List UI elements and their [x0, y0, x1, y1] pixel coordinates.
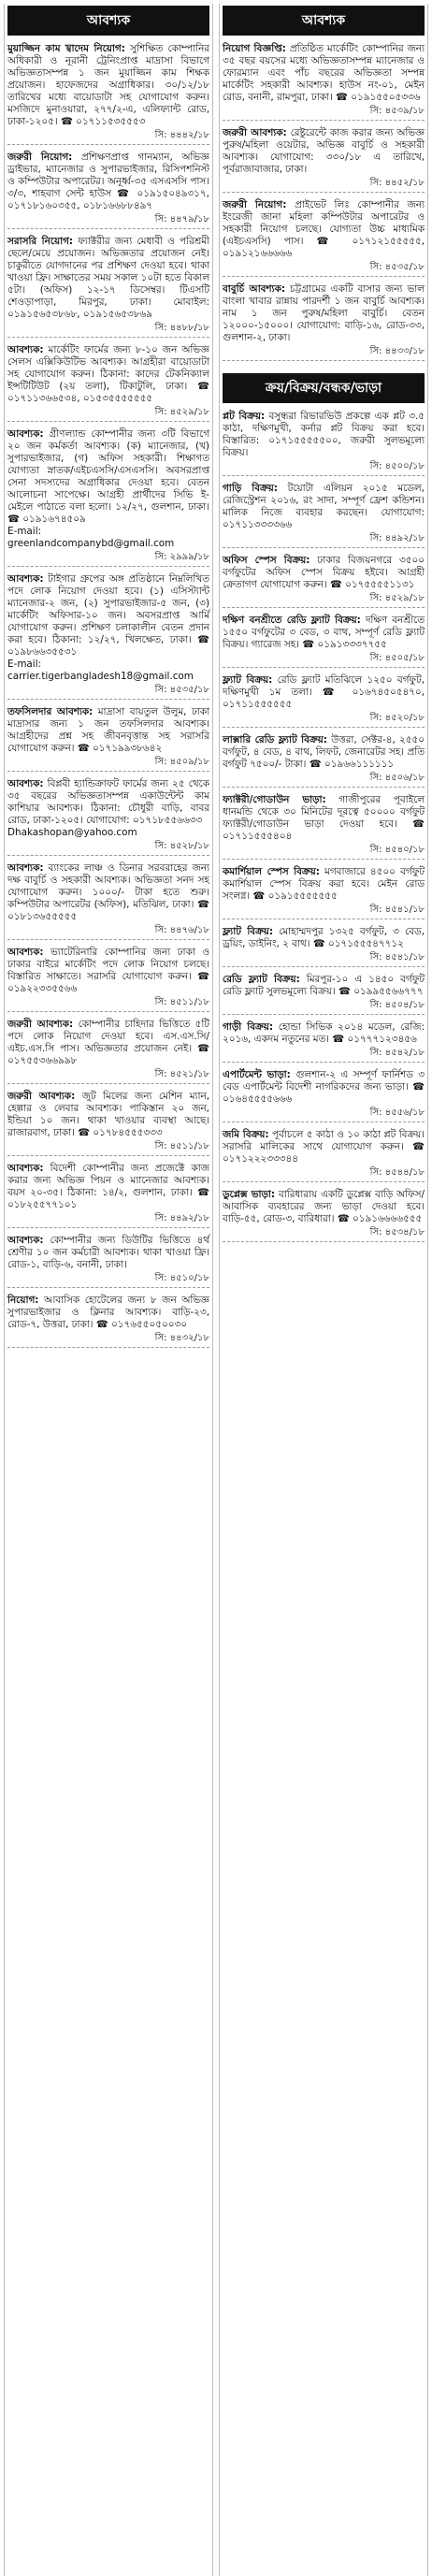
ad-code: সি: ৪৫০৯/১৮	[7, 757, 209, 772]
ad-keyword: আবশ্যক:	[7, 1163, 44, 1174]
ad-keyword: নিয়োগ:	[7, 1295, 39, 1306]
ad-email: E-mail: greenlandcompanybd@gmail.com	[7, 526, 175, 549]
right-ads-property-list	[223, 407, 425, 1245]
ad-keyword: তফসিলদার আবশ্যক:	[7, 706, 94, 717]
ad-code: সি: ৪৪৪২/১৮	[7, 130, 209, 145]
ad-body: বসুন্ধরা রিভারভিউ প্রকল্পে এক প্লট ৩.৫ কাঠা, দক্ষিণমুখী, কর্নার প্লট বিক্রয় করা হবে। বিস্তারিত: ০১৭১৫৫৫৫৫০০, জরুরী সুলভমূল্যে বিক্রয়।	[223, 411, 425, 458]
ad-code: সি: ৪৪৫২/১৮	[223, 178, 425, 193]
ad-keyword: জরুরী আবশ্যক:	[7, 1019, 74, 1030]
section-header-wanted-right: আবশ্যক	[223, 6, 425, 36]
classified-ad	[7, 425, 209, 570]
classified-ad	[223, 862, 425, 922]
ad-code: সি: ৪৫১১/১৮	[7, 1141, 209, 1156]
ad-email: E-mail: carrier.tigerbangladesh18@gmail.com	[7, 658, 194, 682]
ad-keyword: আবশ্যক:	[7, 428, 44, 440]
ad-code: সি: ৪৫০০/১৮	[223, 461, 425, 476]
classified-ad	[223, 479, 425, 551]
section-gap	[223, 364, 425, 371]
ad-body: ফ্যাক্টরীর জন্য মেধাবী ও পরিশ্রমী ছেলে/মেয়ে প্রয়োজন। অভিজ্ঞতার প্রয়োজন নেই। চাকুরীতে যোগদানের পর প্রশিক্ষণ দেওয়া হবে। থাকা খাওয়া ফ্রি। সাক্ষাতের সময় সকাল ১০টা হতে বিকাল ৫টা। (অফিস) ১২-১৭ ডিসেম্বর। টিএসটি শেওড়াপাড়া, মিরপুর, ঢাকা। মোবাইল: ০১৯১৫৬৫৩৮৬৮, ০১৯১৫৬৫৩৮৬৯	[7, 236, 209, 320]
classified-ad	[7, 39, 209, 148]
ad-code: সি: ৪৫৪১/১৮	[223, 904, 425, 919]
ad-code: সি: ৪৫৪৪/১৮	[223, 1167, 425, 1182]
ad-keyword: ফ্যাক্টরী/গোডাউন ভাড়া:	[223, 794, 326, 805]
ad-body: টাইগার গ্রুপের অঙ্গ প্রতিষ্ঠানে নিম্নলিখিত পদে লোক নিয়োগ দেওয়া হবে। (১) এসিস্ট্যান্ট ম্যানেজার-২ জন, (২) সুপারভাইজার-৫ জন, (৩) মার্কেটিং অফিসার-১০ জন। অবসরপ্রাপ্ত আর্মি যোগাযোগ করুন। প্রশিক্ষণ চলাকালীন বেতন প্রদান করা হবে। ঠিকানা: ১২/২৭, খিলক্ষেত, ঢাকা। ☎ ০১৯৮৬৬৩৫৫৩১	[7, 573, 209, 658]
ad-body: রেডি ফ্ল্যাট মতিঝিলে ১২৫০ বর্গফুট, দক্ষিণমুখী ১ম তলা। ☎ ০১৬৭৪৫০৫৪৭০, ০১৭১১৫৫৫৫৫৫	[223, 674, 425, 710]
classified-ad	[7, 1231, 209, 1291]
ad-code: সি: ৪৫৪১/১৮	[223, 952, 425, 967]
ad-body: বারিধারায় একটি ডুপ্লেক্স বাড়ি অফিস/আবাসিক ব্যবহারের জন্য ভাড়া দেওয়া হবে। বাড়ি-৫৫, রোড-৩, বারিধারা। ☎ ০১৯১৬৬৬৬৫৫৫	[223, 1189, 425, 1224]
ad-body: গাজীপুরের পূবাইলে ধানমন্ডি থেকে ৩০ মিনিটের দূরত্বে ৫০০০০ বর্গফুট ফ্যাক্টরী/গোডাউন ভাড়া দেওয়া হবে। ☎ ০১৭১১৫৫৫৪০৪	[223, 794, 425, 842]
section-header-buy-sell-rent: ক্রয়/বিক্রয়/বন্ধক/ভাড়া	[223, 373, 425, 403]
ad-body: জুট মিলের জন্য মেশিন ম্যান, হেল্পার ও লেবার আবশ্যক। পাকিস্তান ২০ জন, ইন্ডিয়া ১০ জন। থাকা খাওয়ার ব্যবস্থা আছে। রাজারবাগ, ঢাকা। ☎ ০১৭৮৪৫৫৫৩৩৩	[7, 1091, 209, 1138]
ad-body: প্রাইভেট লিঃ কোম্পানীর জন্য ইংরেজী জানা মহিলা কম্পিউটার অপারেটর ও সহকারী নিয়োগ চলছে। যোগ্যতা উচ্চ মাধ্যমিক (এইচএসসি) পাস। ☎ ০১৭১২১৫৫৫৫৫, ০১৯১২১৬৬৬৬৬	[223, 199, 425, 259]
ad-body: দক্ষিণ বনশ্রীতে ১৫৫০ বর্গফুটের ৩ বেড, ৩ বাথ, সম্পূর্ণ রেডি ফ্ল্যাট বিক্রয়। গ্যারেজ সহ। ☎ ০১৯১৩৩৩৭৭৫৫	[223, 615, 425, 650]
ad-keyword: আবশ্যক:	[7, 947, 44, 958]
classified-ad	[7, 1291, 209, 1351]
classified-ad	[7, 859, 209, 943]
ad-body: হোন্ডা সিভিক ২০১৪ মডেল, রেজি: ২০১৬, একদম নতুনের মত। ☎ ০১৭৭৭১২৩৪৫৬	[223, 1021, 425, 1045]
classified-ad	[7, 1015, 209, 1087]
ad-keyword: নিয়োগ বিজ্ঞপ্তি:	[223, 43, 286, 54]
right-column	[219, 4, 428, 2576]
ad-keyword: প্লট বিক্রয়:	[223, 411, 266, 422]
right-ads-wanted-list	[223, 39, 425, 364]
classified-ad	[223, 922, 425, 970]
classified-ad	[7, 774, 209, 859]
classified-ad	[223, 1125, 425, 1185]
ad-code: সি: ৪৪৯২/১৮	[7, 1213, 209, 1228]
ad-body: গুলশান-২ এ সম্পূর্ণ ফার্নিশড ৩ বেড এপার্টমেন্ট বিদেশী নাগরিকদের জন্য ভাড়া। ☎ ০১৬৪৫৫৫৫৬৬৬	[223, 1069, 425, 1105]
ad-code: সি: ৪৪৩৩/১৮	[223, 346, 425, 361]
ad-body: ঢাকার বিজয়নগরে ৩৫০০ বর্গফুটের অফিস স্পেস বিক্রয় হইবে। আগ্রহী ক্রেতাগণ যোগাযোগ করুন। ☎ ০১৭৫৫৫৫১১৩১	[223, 555, 425, 590]
ad-keyword: আবশ্যক:	[7, 573, 44, 585]
classified-ad	[223, 1018, 425, 1065]
ad-code: সি: ৪৫২১/১৮	[7, 1069, 209, 1084]
classified-ad	[7, 702, 209, 774]
ad-code: সি: ৪৫৪০/১৮	[223, 845, 425, 860]
ad-code: সি: ৪৫৫৬/১৮	[223, 1107, 425, 1122]
left-ads-list	[7, 39, 209, 1351]
ad-code: সি: ৪৫২৯/১৮	[7, 407, 209, 422]
classified-ad	[223, 123, 425, 195]
ad-code: সি: ৪৫৩৫/১৮	[7, 685, 209, 700]
ad-body: সুশিক্ষিত কোম্পানির অধিকারী ও নূরানী ট্রেনিংপ্রাপ্ত মাদ্রাসা বিভাগে অভিজ্ঞতাসম্পন্ন ১ জন মুয়াজ্জিন কাম শিক্ষক প্রয়োজন। হাফেজদের অগ্রাধিকার। ৩০/১২/১৮ তারিখের মধ্যে বায়োডাটা সহ যোগাযোগ করুন। মসজিদে মুনাওয়ারা, ২৭৭/২-এ, এলিফ্যান্ট রোড, ঢাকা-১২০৫। ☎ ০১৭১১৫৩৫৫৫৩	[7, 43, 209, 127]
ad-body: প্রতিষ্ঠিত মার্কেটিং কোম্পানির জন্য ৩৫ বছর বয়সের মধ্যে অভিজ্ঞতাসম্পন্ন ম্যানেজার ও ফোরম্যান এবং পাঁচ বছরের অভিজ্ঞতা সম্পন্ন মার্কেটিং সহকারী আবশ্যক। হাউস নং-০১, মেইন রোড, বনানী, রামপুরা, ঢাকা। ☎ ০১৯১৫৫০৫৩৩৬	[223, 43, 425, 103]
ad-code: সি: ৪৪৯২/১৮	[223, 533, 425, 548]
ad-code: সি: ৪৫২৮/১৮	[7, 841, 209, 856]
ad-body: চট্টগ্রামের একটি বাসার জন্য ভাল বাংলা খাবার রান্নায় পারদর্শী ১ জন বাবুর্চি আবশ্যক। নাম ১ জন পুরুষ/মহিলা বাবুর্চি। বেতন ১২০০০-১৫০০০। যোগাযোগ: বাড়ি-১৬, রোড-৩৩, গুলশান-২, ঢাকা।	[223, 283, 425, 343]
classified-ad	[223, 280, 425, 364]
ad-code: সি: ৪৫৩৪/১৮	[223, 1227, 425, 1242]
ad-keyword: লাক্সারি রেডি ফ্ল্যাট বিক্রয়:	[223, 734, 327, 745]
ad-body: রেষ্টুরেন্টে কাজ করার জন্য অভিজ্ঞ পুরুষ/মহিলা ওয়েটার, অভিজ্ঞ বাবুর্চি ও সহকারী আবশ্যক। যোগাযোগ: ৩৩০/১৮ এ তারিখে, পূর্বরাজাবাজার, ঢাকা।	[223, 127, 425, 175]
ad-body: আবাসিক হোটেলের জন্য ৮ জন অভিজ্ঞ সুপারভাইজার ও ক্লিনার আবশ্যক। বাড়ি-২৩, রোড-৭, উত্তরা, ঢাকা। ☎ ০১৭৬৫৫০৫০০৩০	[7, 1295, 210, 1330]
ad-code: সি: ৪৪৭৯/১৮	[7, 214, 209, 229]
classified-ad	[223, 407, 425, 479]
ad-code: সি: ৪৫৪২/১৮	[223, 1048, 425, 1063]
ad-keyword: গাড়ী বিক্রয়:	[223, 1021, 274, 1033]
classified-ad	[223, 195, 425, 280]
ad-body: মোহাম্মদপুর ১৩২৫ বর্গফুট, ৩ বেড, ড্রয়িং, ডাইনিং, ২ বাথ। ☎ ০১৭১৫৫৫৪৭৭১২	[223, 926, 425, 949]
ad-body: বিপ্লবী হ্যান্ডিক্রাফট ফার্মের জন্য ২৫ থেকে ৩৫ বছরের অভিজ্ঞতাসম্পন্ন একাউন্টেন্ট কাম কাশিয়ার আবশ্যক। ঠিকানা: চৌধুরী বাড়ি, বাবর রোড, ঢাকা-১২০৫। যোগাযোগ: ০১৭১৮৫৫৬৬৩৩	[7, 778, 209, 826]
ad-code: সি: ৪৪৮৮/১৮	[7, 323, 209, 338]
ad-body: পূর্বাচলে ৫ কাঠা ও ১০ কাঠা প্লট বিক্রয়। সরাসরি মালিকের সাথে যোগাযোগ করুন। ☎ ০১৭১২২২৩৩৩৪৪	[223, 1129, 425, 1165]
ad-code: সি: ৪৫১১/১৮	[7, 997, 209, 1012]
ad-code: সি: ৪৫১০/১৮	[7, 1273, 209, 1288]
ad-keyword: দক্ষিণ বনশ্রীতে রেডি ফ্ল্যাট বিক্রয়:	[223, 615, 361, 626]
classified-ad	[7, 340, 209, 425]
ad-code: সি: ৪৫৩৫/১৮	[223, 262, 425, 277]
ad-body: উত্তরা, সেক্টর-৪, ২৫৫০ বর্গফুট, ৪ বেড, ৪ বাথ, লিফট, জেনারেটর সহ। প্রতি বর্গফুট ৭৫০০/- টাকা। ☎ ০১৯৬৬১১১১১১	[223, 734, 425, 770]
classified-ad	[7, 943, 209, 1015]
ad-keyword: আবশ্যক:	[7, 778, 44, 789]
ad-email: Dhakashopan@yahoo.com	[7, 827, 137, 838]
ad-keyword: রেডি ফ্ল্যাট বিক্রয়:	[223, 974, 300, 985]
ad-body: বিদেশী কোম্পানীর জন্য প্রজেক্টে কাজ করার জন্য অভিজ্ঞ পিয়ন ও ম্যানেজার আবশ্যক। বয়স ২০-৩৫। ঠিকানা: ১৪/২, গুলশান, ঢাকা। ☎ ০১৮২৫৫৭৭১০১	[7, 1163, 209, 1210]
ad-keyword: বাবুর্চি আবশ্যক:	[223, 283, 285, 295]
ad-code: সি: ৪৫২০/১৮	[223, 713, 425, 728]
classified-ad	[223, 970, 425, 1018]
ad-body: প্রশিক্ষণপ্রাপ্ত গানম্যান, অভিজ্ঞ ড্রাইভার, ম্যানেজার ও সুপারভাইজার, রিসিপশনিস্ট ও কম্পিউটার অপারেটর। অনূর্ধ্ব-৩৫ এসএসসি পাস। ৩/৩, শাহবাগ সেন্ট হাউস ☎ ০১৯১৫০৪৯৩১৭, ০১৭১৮১৬০৩৫৫, ০১৮১৬৬৮৮৪৯৭	[7, 152, 209, 211]
ad-code: সি: ২৯৯৯/১৮	[7, 552, 209, 567]
classified-ad	[7, 232, 209, 340]
classified-ad	[7, 1159, 209, 1231]
ad-body: মিরপুর-১০ এ ১৪৫০ বর্গফুট রেডি ফ্ল্যাট সুলভমূল্যে বিক্রয়। ☎ ০১৯৯৫৫৬৬৭৭৭	[223, 974, 425, 997]
ad-body: কোম্পানীর চাহিদার ভিত্তিতে ৫টি পদে লোক নিয়োগ দেওয়া হবে। এস.এস.সি/এইচ.এস.সি পাস। অভিজ্ঞতার প্রয়োজন নেই। ☎ ০১৭৫৫৩৬৬৯৯৮	[7, 1019, 209, 1066]
ad-keyword: জরুরী আবশ্যক:	[7, 1091, 76, 1102]
ad-keyword: ফ্ল্যাট বিক্রয়:	[223, 674, 273, 686]
ad-keyword: সরাসরি নিয়োগ:	[7, 236, 74, 247]
ad-keyword: ডুপ্লেক্স ভাড়া:	[223, 1189, 276, 1200]
classified-ad	[7, 1087, 209, 1159]
ad-keyword: ফ্ল্যাট বিক্রয়:	[223, 926, 274, 937]
ad-code: সি: ৪৫০৫/১৮	[223, 653, 425, 668]
ad-keyword: এপার্টমেন্ট ভাড়া:	[223, 1069, 291, 1080]
ad-keyword: আবশ্যক:	[7, 1235, 44, 1246]
classified-ad	[223, 611, 425, 671]
classified-ad	[223, 1185, 425, 1245]
ad-body: গ্রীণল্যান্ড কোম্পানীর জন্য ৩টি বিভাগে ২০ জন কর্মকর্তা আবশ্যক। (ক) ম্যানেজার, (খ) সুপারভাইজার, (গ) অফিস সহকারী। শিক্ষাগত যোগ্যতা স্নাতক/এইচএসসি/এসএসসি। অবসরপ্রাপ্ত সেনা সদস্যদের অগ্রাধিকার দেওয়া হবে। বেতন আলোচনা সাপেক্ষে। আগ্রহী প্রার্থীদের সিভি ই-মেইলে পাঠাতে বলা হলো। ১২/২৭, গুলশান, ঢাকা। ☎ ০১৯১৬৭৪৫০৯	[7, 428, 210, 525]
classified-ad	[223, 671, 425, 731]
ad-keyword: জরুরী আবশ্যক:	[223, 127, 287, 138]
ad-body: মাদ্রাসা বায়তুল উলুম, ঢাকা মাদ্রাসার জন্য ১ জন তফসিলদার আবশ্যক। আগ্রহীদের প্রশ্ন সহ জীবনবৃত্তান্ত সহ সরাসরি যোগাযোগ করুন। ☎ ০১৭১৯৯৩৮৬৪২	[7, 706, 209, 754]
ad-keyword: আবশ্যক:	[7, 344, 44, 355]
ad-body: মার্কেটিং ফার্মের জন্য ৮-১০ জন অভিজ্ঞ সেলস এক্সিকিউটিভ আবশ্যক। আগ্রহীরা বায়োডাটা সহ যোগাযোগ করুন। ঠিকানা: কাদের টেকনিক্যাল ইন্সটিটিউট (২য় তলা), টিকাটুলি, ঢাকা। ☎ ০১৭১১৩৬৬৫৩৪, ০১৫৩৫৫৫৫৫৫৫	[7, 344, 209, 404]
classified-ad	[223, 1065, 425, 1125]
ad-code: সি: ৪৪৩২/১৮	[7, 1333, 209, 1348]
classified-ad	[223, 731, 425, 790]
ad-code: সি: ৪৫০৬/১৮	[223, 773, 425, 788]
ad-keyword: জরুরী নিয়োগ:	[223, 199, 287, 210]
classified-ad	[7, 148, 209, 232]
ad-body: মগবাজারে ৪৫০০ বর্গফুট কমার্শিয়াল স্পেস বিক্রয় করা হবে। মেইন রোড সংলগ্ন। ☎ ০১৯১৫৫৫৫৫৫৫	[223, 866, 425, 902]
ad-body: কোম্পানীর জন্য ডিউটির ভিত্তিতে ৪র্থ শ্রেণীর ১০ জন কর্মচারী আবশ্যক। থাকা খাওয়া ফ্রি। রোড-১, বাড়ি-৬, বনানী, ঢাকা।	[7, 1235, 209, 1270]
ad-keyword: কমার্শিয়াল স্পেস বিক্রয়:	[223, 866, 320, 877]
ad-code: সি: ৪৪৭৬/১৮	[7, 925, 209, 940]
ad-keyword: মুয়াজ্জিন কাম খ্বাদেম নিয়োগ:	[7, 43, 125, 54]
classified-ad	[7, 570, 209, 702]
left-column	[4, 4, 213, 2576]
classified-ad	[223, 790, 425, 862]
classified-ad	[223, 39, 425, 123]
classified-ad	[223, 551, 425, 611]
ad-code: সি: ৪৫২৯/১৮	[223, 593, 425, 608]
ad-body: টয়োটা এলিয়ন ২০১৫ মডেল, রেজিস্ট্রেশন ২০১৬, রং সাদা, সম্পূর্ণ ফ্রেশ কন্ডিশন। মালিক নিজে ব্যবহার করছেন। যোগাযোগ: ০১৭১১৩৩৩৩৬৬	[223, 483, 425, 530]
ad-keyword: জমি বিক্রয়:	[223, 1129, 269, 1140]
ad-code: সি: ৪৫৩৯/১৮	[223, 106, 425, 121]
ad-keyword: অফিস স্পেস বিক্রয়:	[223, 555, 310, 566]
ad-keyword: জরুরী নিয়োগ:	[7, 152, 73, 163]
ad-keyword: গাড়ি বিক্রয়:	[223, 483, 278, 494]
section-header-wanted: আবশ্যক	[7, 6, 209, 36]
ad-body: ব্যাংকের লাঞ্চ ও ডিনার সরবরাহের জন্য দক্ষ বাবুর্চি ও সহকারী আবশ্যক। অভিজ্ঞতা সনদ সহ যোগাযোগ করুন। ১০০০/- টাকা হতে শুরু। কম্পিউটার অপারেটর (অফিস), মতিঝিল, ঢাকা। ☎ ০১৮১৩৬৫৫৫৫৫	[7, 862, 209, 922]
ad-code: সি: ৪৫০৪/১৮	[223, 1000, 425, 1015]
ad-keyword: আবশ্যক:	[7, 862, 44, 874]
ad-body: ভ্যাটেরিনারি কোম্পানির জন্য ঢাকা ও ঢাকার বাইরে মার্কেটিং পদে লোক নিয়োগ চলছে। বিস্তারিত সাক্ষাতে। সরাসরি যোগাযোগ করুন। ☎ ০১৯২২৩৩৫৫৬৬	[7, 947, 209, 994]
